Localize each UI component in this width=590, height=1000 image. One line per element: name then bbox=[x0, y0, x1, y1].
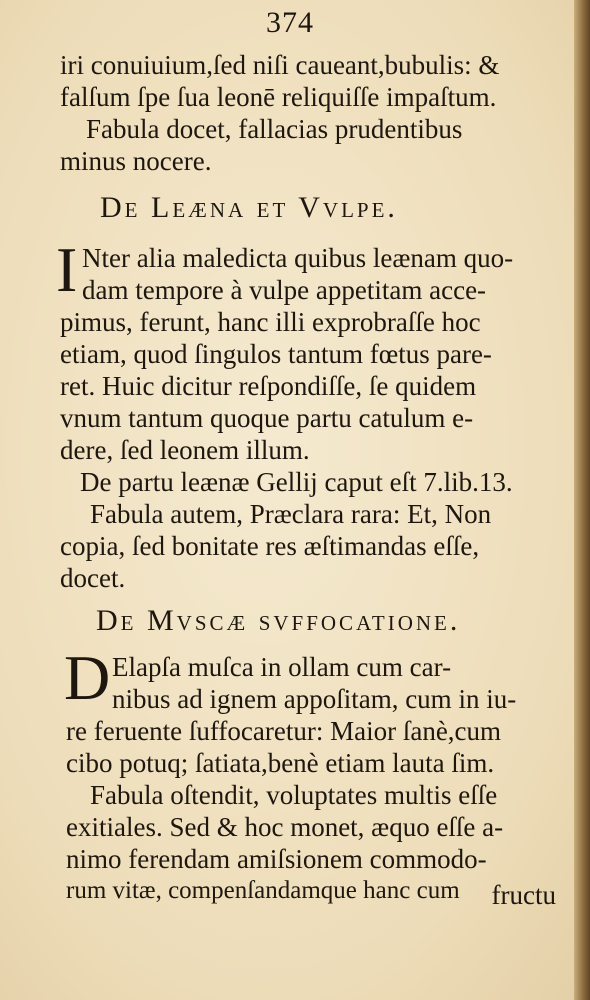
text-line: exitiales. Sed & hoc monet, æquo eſſe a- bbox=[66, 812, 504, 842]
text-line: dam tempore à vulpe appetitam acce- bbox=[82, 275, 487, 305]
page-number: 374 bbox=[266, 6, 314, 39]
text-line: docet. bbox=[60, 563, 126, 593]
text-line: minus nocere. bbox=[60, 146, 212, 176]
text-line: pimus, ferunt, hanc illi exprobraſſe hoc bbox=[60, 307, 481, 337]
text-line: rum vitæ, compenſandamque hanc cum bbox=[66, 877, 460, 904]
text-line: etiam, quod ſingulos tantum fœtus pare- bbox=[60, 339, 492, 369]
text-line: dere, ſed leonem illum. bbox=[60, 435, 310, 465]
text-line: nibus ad ignem appoſitam, cum in iu- bbox=[112, 684, 517, 714]
text-line: Fabula docet, fallacias prudentibus bbox=[86, 114, 463, 144]
text-line: nimo ferendam amiſsionem commodo- bbox=[66, 844, 487, 874]
text-line: re feruente ſuffocaretur: Maior ſanè,cum bbox=[66, 716, 502, 746]
drop-cap: I bbox=[56, 234, 78, 305]
text-line: cibo potuq; ſatiata,benè etiam lauta ſim. bbox=[66, 748, 495, 778]
fable-heading: De Leæna et Vvlpe. bbox=[100, 191, 398, 224]
text-line: Nter alia maledicta quibus leænam quo- bbox=[82, 243, 514, 273]
text-line: vnum tantum quoque partu catulum e- bbox=[60, 403, 474, 433]
catchword: fructu bbox=[491, 880, 556, 910]
text-line: Fabula oſtendit, voluptates multis eſſe bbox=[90, 780, 498, 810]
text-line: De partu leænæ Gellij caput eſt 7.lib.13. bbox=[80, 467, 513, 497]
text-line: Elapſa muſca in ollam cum car- bbox=[112, 652, 452, 682]
text-line: falſum ſpe ſua leonē reliquiſſe impaſtum. bbox=[60, 82, 497, 112]
text-line: ret. Huic dicitur reſpondiſſe, ſe quidem bbox=[60, 371, 477, 401]
text-line: Fabula autem, Præclara rara: Et, Non bbox=[90, 499, 492, 529]
drop-cap: D bbox=[64, 642, 111, 713]
page-gutter bbox=[574, 0, 590, 1000]
text-line: copia, ſed bonitate res æſtimandas eſſe, bbox=[60, 531, 480, 561]
fable-heading: De Mvscæ svffocatione. bbox=[96, 604, 461, 637]
text-line: iri conuiuium,ſed niſi caueant,bubulis: & bbox=[60, 50, 500, 80]
